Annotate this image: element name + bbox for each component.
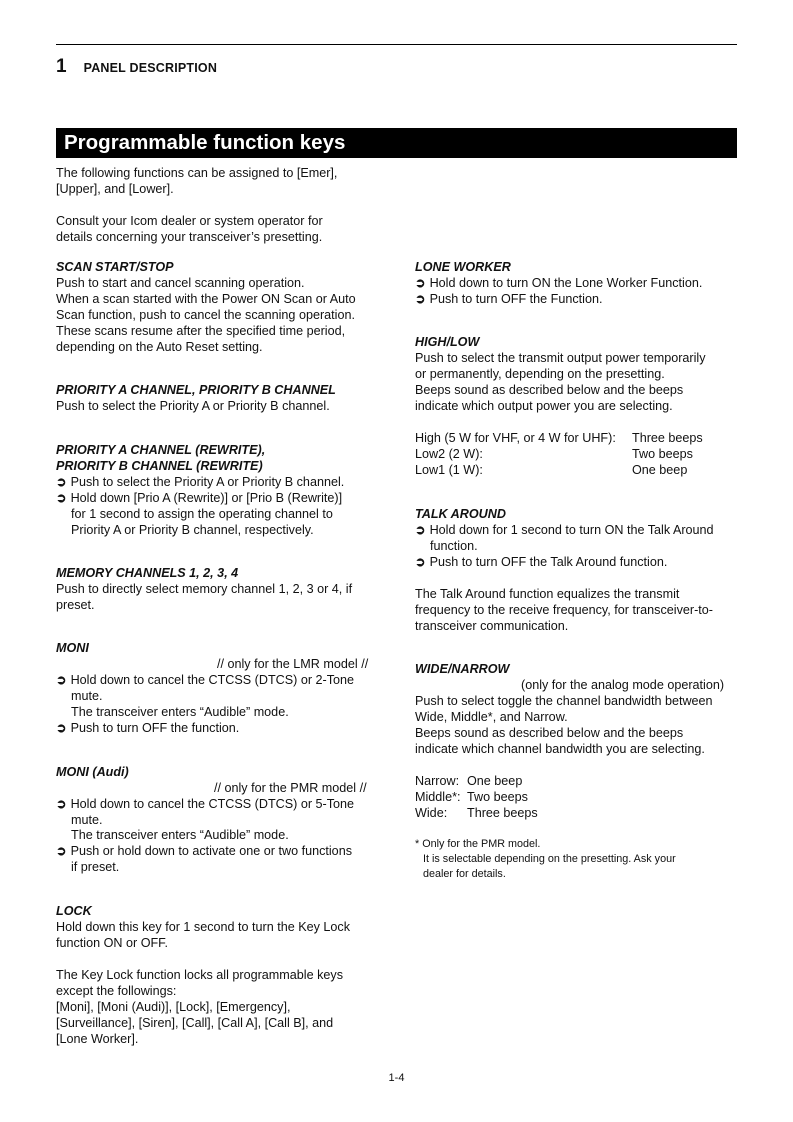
bullet-item: ➲ Push to turn OFF the Function. bbox=[415, 292, 603, 306]
power-row-label: Low1 (1 W): bbox=[415, 463, 483, 477]
bullet-item: ➲ Hold down to cancel the CTCSS (DTCS) or 5-Tone bbox=[56, 797, 355, 811]
wide-narrow-note: (only for the analog mode operation) bbox=[521, 678, 725, 692]
page-number: 1-4 bbox=[388, 1072, 405, 1084]
moni-audi-model-note: // only for the PMR model // bbox=[214, 781, 367, 795]
lock-line: [Lone Worker]. bbox=[56, 1032, 139, 1046]
section-title: Programmable function keys bbox=[56, 128, 737, 158]
bandwidth-row-value: Two beeps bbox=[467, 790, 528, 804]
arrow-icon: ➲ bbox=[56, 844, 67, 858]
talk-around-line: The Talk Around function equalizes the transmit bbox=[415, 587, 680, 601]
arrow-icon: ➲ bbox=[56, 673, 67, 687]
talk-around-heading: TALK AROUND bbox=[415, 507, 506, 521]
high-low-line: or permanently, depending on the presetting. bbox=[415, 367, 665, 381]
wide-narrow-heading: WIDE/NARROW bbox=[415, 662, 510, 676]
power-row-value: Three beeps bbox=[632, 431, 703, 445]
scan-line: When a scan started with the Power ON Scan or Auto bbox=[56, 292, 356, 306]
bullet-item: ➲ Hold down for 1 second to turn ON the Talk Around bbox=[415, 523, 714, 537]
footnote-line: * Only for the PMR model. bbox=[415, 838, 541, 850]
high-low-line: Beeps sound as described below and the beeps bbox=[415, 383, 684, 397]
bullet-continuation: mute. bbox=[71, 813, 103, 827]
wide-narrow-line: Wide, Middle*, and Narrow. bbox=[415, 710, 568, 724]
arrow-icon: ➲ bbox=[415, 555, 426, 569]
arrow-icon: ➲ bbox=[56, 721, 67, 735]
bandwidth-row-value: One beep bbox=[467, 774, 523, 788]
lock-line: except the followings: bbox=[56, 984, 177, 998]
bandwidth-row-label: Middle*: bbox=[415, 790, 461, 804]
priority-line: Push to select the Priority A or Priority B channel. bbox=[56, 399, 330, 413]
bandwidth-row-label: Narrow: bbox=[415, 774, 460, 788]
bullet-item: ➲ Hold down to turn ON the Lone Worker Function. bbox=[415, 276, 703, 290]
arrow-icon: ➲ bbox=[415, 276, 426, 290]
arrow-icon: ➲ bbox=[415, 523, 426, 537]
bullet-continuation: if preset. bbox=[71, 860, 120, 874]
bullet-continuation: for 1 second to assign the operating channel to bbox=[71, 507, 333, 521]
memory-line: Push to directly select memory channel 1, 2, 3 or 4, if bbox=[56, 582, 353, 596]
lock-line: function ON or OFF. bbox=[56, 936, 168, 950]
consult-line: details concerning your transceiver’s presetting. bbox=[56, 230, 323, 244]
talk-around-line: frequency to the receive frequency, for transceiver-to- bbox=[415, 603, 713, 617]
lock-heading: LOCK bbox=[56, 904, 92, 918]
bullet-continuation: The transceiver enters “Audible” mode. bbox=[71, 828, 289, 842]
bullet-continuation: The transceiver enters “Audible” mode. bbox=[71, 705, 289, 719]
lone-worker-heading: LONE WORKER bbox=[415, 260, 511, 274]
bullet-item: ➲ Hold down [Prio A (Rewrite)] or [Prio B (Rewrite)] bbox=[56, 491, 343, 505]
header-rule bbox=[56, 44, 737, 45]
high-low-line: Push to select the transmit output power temporarily bbox=[415, 351, 706, 365]
priority-rewrite-heading: PRIORITY B CHANNEL (REWRITE) bbox=[56, 459, 263, 473]
power-row-value: One beep bbox=[632, 463, 688, 477]
arrow-icon: ➲ bbox=[56, 475, 67, 489]
arrow-icon: ➲ bbox=[56, 797, 67, 811]
bandwidth-row-label: Wide: bbox=[415, 806, 448, 820]
bullet-item: ➲ Hold down to cancel the CTCSS (DTCS) or 2-Tone bbox=[56, 673, 355, 687]
lock-line: [Surveillance], [Siren], [Call], [Call A], [Call B], and bbox=[56, 1016, 334, 1030]
arrow-icon: ➲ bbox=[56, 491, 67, 505]
footnote-line: It is selectable depending on the presetting. Ask your bbox=[423, 853, 676, 865]
talk-around-line: transceiver communication. bbox=[415, 619, 569, 633]
bullet-item: ➲ Push to select the Priority A or Priority B channel. bbox=[56, 475, 345, 489]
high-low-line: indicate which output power you are selecting. bbox=[415, 399, 673, 413]
chapter-number: 1 bbox=[56, 56, 67, 77]
bullet-item: ➲ Push to turn OFF the function. bbox=[56, 721, 240, 735]
chapter-title: PANEL DESCRIPTION bbox=[83, 61, 218, 75]
footnote-line: dealer for details. bbox=[423, 868, 506, 880]
memory-line: preset. bbox=[56, 598, 95, 612]
moni-audi-heading: MONI (Audi) bbox=[56, 765, 129, 779]
bullet-continuation: mute. bbox=[71, 689, 103, 703]
moni-heading: MONI bbox=[56, 641, 89, 655]
lock-line: [Moni], [Moni (Audi)], [Lock], [Emergency], bbox=[56, 1000, 291, 1014]
scan-heading: SCAN START/STOP bbox=[56, 260, 174, 274]
lock-line: The Key Lock function locks all programmable keys bbox=[56, 968, 343, 982]
memory-heading: MEMORY CHANNELS 1, 2, 3, 4 bbox=[56, 566, 239, 580]
bullet-item: ➲ Push or hold down to activate one or two functions bbox=[56, 844, 352, 858]
arrow-icon: ➲ bbox=[415, 292, 426, 306]
scan-line: These scans resume after the specified time period, bbox=[56, 324, 346, 338]
intro-line: The following functions can be assigned to [Emer], bbox=[56, 166, 338, 180]
wide-narrow-line: indicate which channel bandwidth you are selecting. bbox=[415, 742, 705, 756]
bullet-item: ➲ Push to turn OFF the Talk Around function. bbox=[415, 555, 668, 569]
scan-line: Scan function, push to cancel the scanning operation. bbox=[56, 308, 355, 322]
priority-rewrite-heading: PRIORITY A CHANNEL (REWRITE), bbox=[56, 443, 266, 457]
consult-line: Consult your Icom dealer or system operator for bbox=[56, 214, 323, 228]
high-low-heading: HIGH/LOW bbox=[415, 335, 480, 349]
scan-line: depending on the Auto Reset setting. bbox=[56, 340, 263, 354]
power-row-label: High (5 W for VHF, or 4 W for UHF): bbox=[415, 431, 616, 445]
wide-narrow-line: Beeps sound as described below and the beeps bbox=[415, 726, 684, 740]
bandwidth-row-value: Three beeps bbox=[467, 806, 538, 820]
wide-narrow-line: Push to select toggle the channel bandwidth between bbox=[415, 694, 713, 708]
moni-model-note: // only for the LMR model // bbox=[217, 657, 369, 671]
power-row-label: Low2 (2 W): bbox=[415, 447, 483, 461]
priority-heading: PRIORITY A CHANNEL, PRIORITY B CHANNEL bbox=[56, 383, 336, 397]
bullet-continuation: function. bbox=[430, 539, 478, 553]
scan-line: Push to start and cancel scanning operation. bbox=[56, 276, 305, 290]
bullet-continuation: Priority A or Priority B channel, respectively. bbox=[71, 523, 314, 537]
chapter-header bbox=[56, 56, 217, 82]
intro-line: [Upper], and [Lower]. bbox=[56, 182, 174, 196]
lock-line: Hold down this key for 1 second to turn the Key Lock bbox=[56, 920, 351, 934]
power-row-value: Two beeps bbox=[632, 447, 693, 461]
